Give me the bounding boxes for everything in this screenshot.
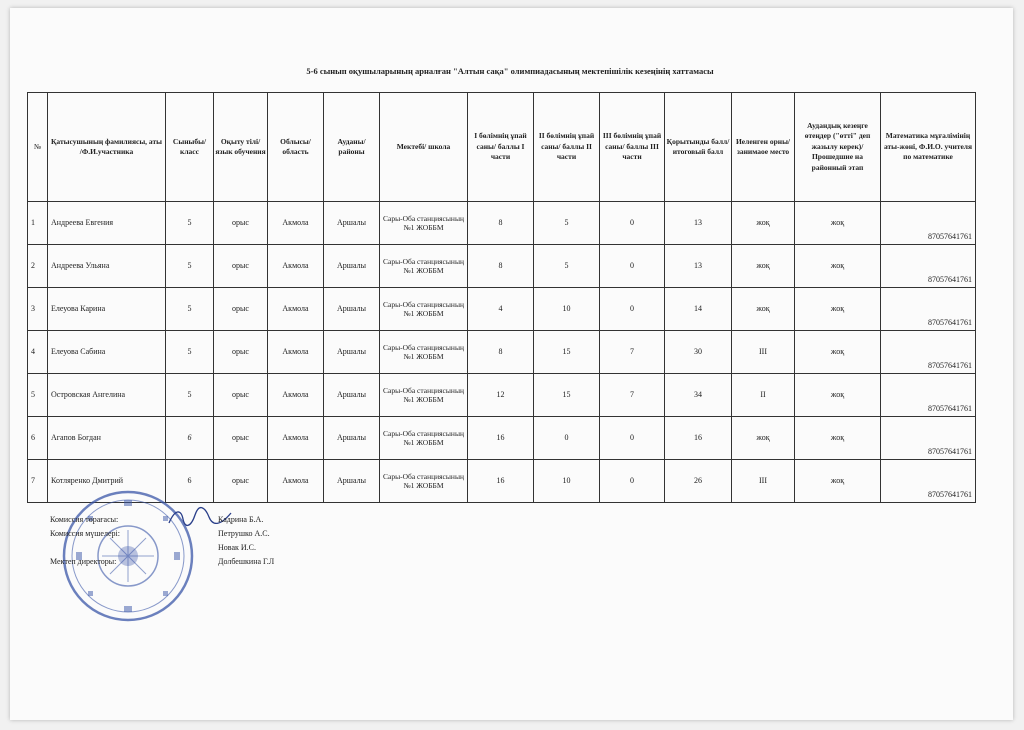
table-row (28, 202, 976, 245)
participant-name: Островская Ангелина (48, 374, 166, 417)
part2-score: 0 (534, 417, 600, 460)
signature-name: Кадрина Б.А. (218, 515, 264, 524)
grade-cell: 6 (166, 460, 214, 503)
place-cell: жоқ (732, 202, 795, 245)
grade-cell: 5 (166, 288, 214, 331)
row-number: 4 (28, 331, 48, 374)
part3-score: 0 (600, 460, 665, 503)
district-cell: Аршалы (324, 288, 380, 331)
place-cell: жоқ (732, 417, 795, 460)
district-cell: Аршалы (324, 331, 380, 374)
part3-score: 7 (600, 331, 665, 374)
region-cell: Акмола (268, 374, 324, 417)
language-cell: орыс (214, 245, 268, 288)
part3-score: 0 (600, 245, 665, 288)
total-score: 30 (665, 331, 732, 374)
column-header: Мектебі/ школа (380, 93, 468, 202)
region-cell: Акмола (268, 202, 324, 245)
part1-score: 8 (468, 245, 534, 288)
part2-score: 10 (534, 288, 600, 331)
signature-name: Новак И.С. (218, 543, 256, 552)
grade-cell: 5 (166, 374, 214, 417)
row-number: 6 (28, 417, 48, 460)
district-cell: Аршалы (324, 417, 380, 460)
column-header: Математика мұғалімінің аты-жөні, Ф.И.О. учителя по математике (881, 93, 976, 202)
region-cell: Акмола (268, 417, 324, 460)
grade-cell: 6 (166, 417, 214, 460)
passed-cell: жоқ (795, 288, 881, 331)
signature-name: Петрушко А.С. (218, 529, 270, 538)
column-header: I бөлімнің ұпай саны/ баллы I части (468, 93, 534, 202)
teacher-cell: 87057641761 (881, 417, 976, 460)
school-cell: Сары-Оба станциясының №1 ЖОББМ (380, 331, 468, 374)
total-score: 14 (665, 288, 732, 331)
signature-row (50, 557, 370, 571)
language-cell: орыс (214, 202, 268, 245)
place-cell: III (732, 460, 795, 503)
part2-score: 15 (534, 331, 600, 374)
part1-score: 16 (468, 417, 534, 460)
teacher-cell: 87057641761 (881, 288, 976, 331)
passed-cell: жоқ (795, 245, 881, 288)
language-cell: орыс (214, 374, 268, 417)
grade-cell: 5 (166, 331, 214, 374)
part2-score: 5 (534, 202, 600, 245)
table-header-row (28, 93, 976, 202)
region-cell: Акмола (268, 331, 324, 374)
school-cell: Сары-Оба станциясының №1 ЖОББМ (380, 374, 468, 417)
part2-score: 15 (534, 374, 600, 417)
place-cell: III (732, 331, 795, 374)
school-cell: Сары-Оба станциясының №1 ЖОББМ (380, 460, 468, 503)
table-row (28, 331, 976, 374)
part1-score: 8 (468, 202, 534, 245)
language-cell: орыс (214, 417, 268, 460)
passed-cell: жоқ (795, 331, 881, 374)
column-header: Облысы/ область (268, 93, 324, 202)
teacher-cell: 87057641761 (881, 245, 976, 288)
column-header: Қатысушының фамилиясы, аты /Ф.И.участника (48, 93, 166, 202)
region-cell: Акмола (268, 460, 324, 503)
participant-name: Елеуова Карина (48, 288, 166, 331)
language-cell: орыс (214, 331, 268, 374)
row-number: 2 (28, 245, 48, 288)
passed-cell: жоқ (795, 460, 881, 503)
signature-name: Долбешкина Г.Л (218, 557, 275, 566)
part3-score: 0 (600, 417, 665, 460)
participant-name: Котляренко Дмитрий (48, 460, 166, 503)
participant-name: Агапов Богдан (48, 417, 166, 460)
teacher-cell: 87057641761 (881, 202, 976, 245)
district-cell: Аршалы (324, 245, 380, 288)
grade-cell: 5 (166, 245, 214, 288)
column-header: Ауданы/ районы (324, 93, 380, 202)
teacher-cell: 87057641761 (881, 331, 976, 374)
column-header: II бөлімнің ұпай саны/ баллы II части (534, 93, 600, 202)
row-number: 5 (28, 374, 48, 417)
column-header: Иеленген орны/ занимаое место (732, 93, 795, 202)
part3-score: 0 (600, 288, 665, 331)
document-page (10, 8, 1013, 720)
district-cell: Аршалы (324, 374, 380, 417)
passed-cell: жоқ (795, 417, 881, 460)
part3-score: 0 (600, 202, 665, 245)
part1-score: 4 (468, 288, 534, 331)
column-header: № (28, 93, 48, 202)
part1-score: 8 (468, 331, 534, 374)
total-score: 34 (665, 374, 732, 417)
participant-name: Елеуова Сабина (48, 331, 166, 374)
total-score: 13 (665, 245, 732, 288)
signature-row (50, 529, 370, 543)
table-row (28, 374, 976, 417)
signatures-block (50, 515, 370, 571)
row-number: 3 (28, 288, 48, 331)
total-score: 26 (665, 460, 732, 503)
region-cell: Акмола (268, 245, 324, 288)
document-title: 5-6 сынып оқушыларының арналған "Алтын сақа" олимпиадасының мектепішілік кезеңінің хаттамасы (306, 66, 714, 76)
signature-role: Мектеп директоры: (50, 557, 117, 566)
place-cell: жоқ (732, 288, 795, 331)
district-cell: Аршалы (324, 460, 380, 503)
school-cell: Сары-Оба станциясының №1 ЖОББМ (380, 417, 468, 460)
place-cell: жоқ (732, 245, 795, 288)
participant-name: Андреева Евгения (48, 202, 166, 245)
teacher-cell: 87057641761 (881, 460, 976, 503)
row-number: 1 (28, 202, 48, 245)
language-cell: орыс (214, 288, 268, 331)
column-header: Қорытынды балл/ итоговый балл (665, 93, 732, 202)
school-cell: Сары-Оба станциясының №1 ЖОББМ (380, 202, 468, 245)
school-cell: Сары-Оба станциясының №1 ЖОББМ (380, 288, 468, 331)
total-score: 13 (665, 202, 732, 245)
total-score: 16 (665, 417, 732, 460)
signature-row (50, 543, 370, 557)
part1-score: 16 (468, 460, 534, 503)
signature-row (50, 515, 370, 529)
part3-score: 7 (600, 374, 665, 417)
passed-cell: жоқ (795, 374, 881, 417)
results-table (27, 92, 976, 503)
column-header: Сыныбы/ класс (166, 93, 214, 202)
part1-score: 12 (468, 374, 534, 417)
region-cell: Акмола (268, 288, 324, 331)
grade-cell: 5 (166, 202, 214, 245)
language-cell: орыс (214, 460, 268, 503)
table-row (28, 288, 976, 331)
column-header: III бөлімнің ұпай саны/ баллы III части (600, 93, 665, 202)
column-header: Оқыту тілі/ язык обучения (214, 93, 268, 202)
table-row (28, 417, 976, 460)
table-row (28, 245, 976, 288)
place-cell: II (732, 374, 795, 417)
part2-score: 5 (534, 245, 600, 288)
passed-cell: жоқ (795, 202, 881, 245)
column-header: Аудандық кезеңге өтеңдер ("өтті" деп жазылу керек)/ Прошедшие на районный этап (795, 93, 881, 202)
part2-score: 10 (534, 460, 600, 503)
row-number: 7 (28, 460, 48, 503)
school-cell: Сары-Оба станциясының №1 ЖОББМ (380, 245, 468, 288)
signature-role: Комиссия төрағасы: (50, 515, 119, 524)
teacher-cell: 87057641761 (881, 374, 976, 417)
participant-name: Андреева Ульяна (48, 245, 166, 288)
district-cell: Аршалы (324, 202, 380, 245)
signature-role: Комиссия мүшелері: (50, 529, 120, 538)
